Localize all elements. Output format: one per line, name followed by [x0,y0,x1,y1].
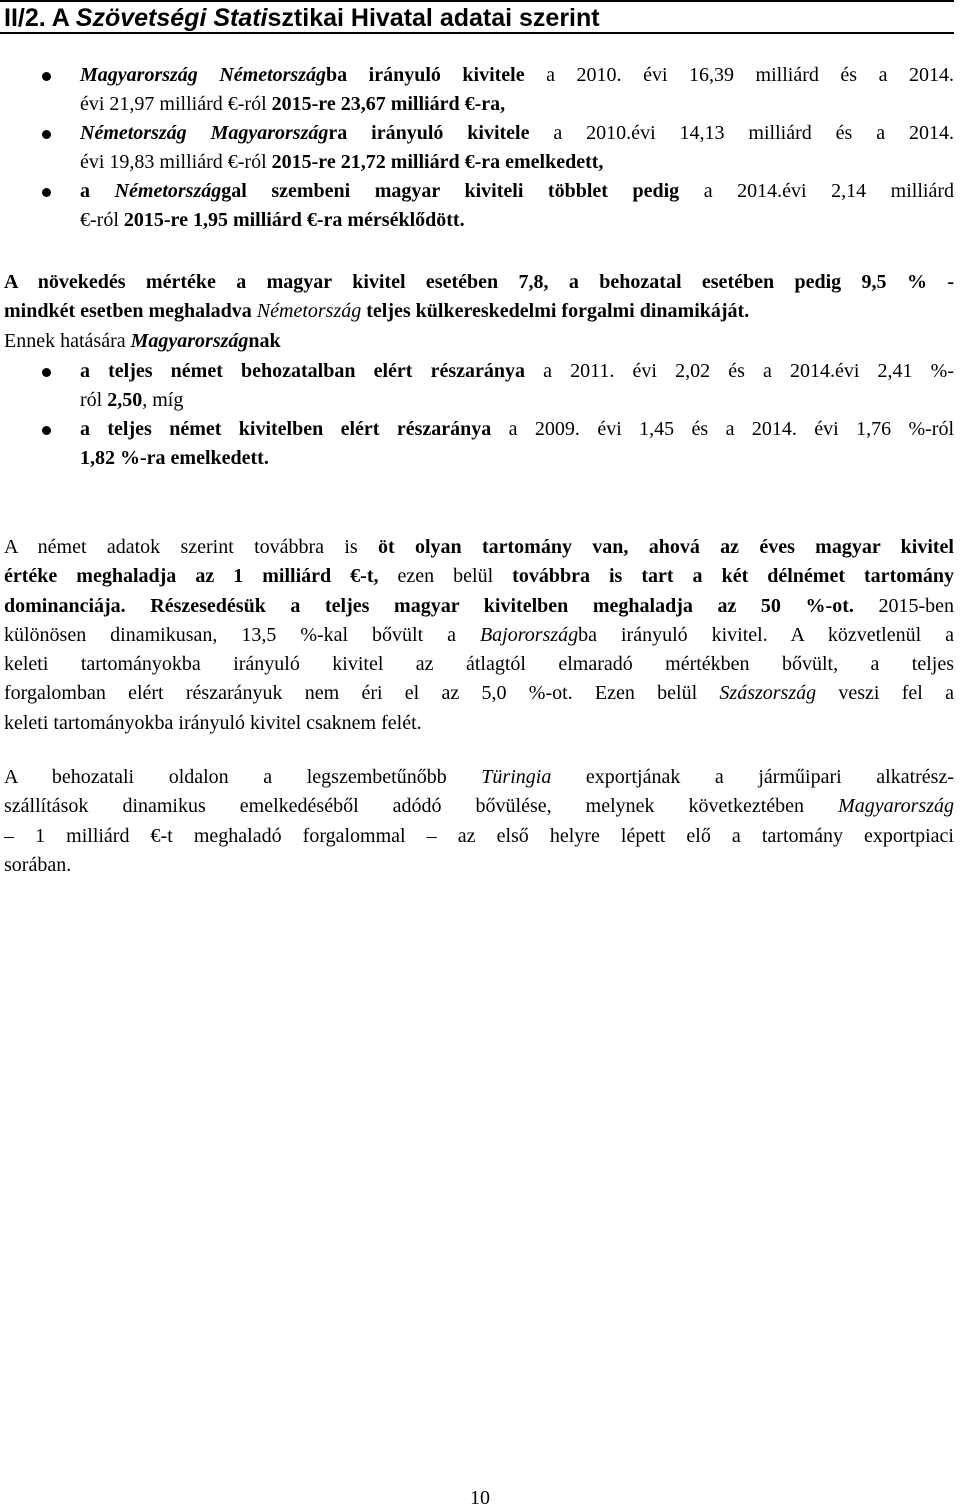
text-run: a 2010.évi 14,13 milliárd és a 2014. [529,122,955,144]
bullet-icon [42,188,51,197]
page-number: 10 [470,1487,490,1509]
text-run: , míg [142,389,184,411]
text-run: A német adatok szerint továbbra is [4,536,379,558]
text-run: a 2009. évi 1,45 és a 2014. évi 1,76 %-ról [491,418,954,440]
bullet-line [80,415,954,444]
text-run: ba irányuló kivitele [325,64,525,86]
text-run: 2015-ben [853,594,954,617]
bullet-line [80,61,954,90]
effect-line: Ennek hatására Magyarországnak [4,330,281,352]
regions-paragraph [4,533,954,738]
paragraph-line [4,822,954,851]
imports-paragraph [4,763,954,880]
effect-paragraph [4,327,954,356]
heading-italic: Szövetségi Stati [75,4,268,32]
bullet-icon [42,426,51,435]
bullet-line [0,206,954,235]
text-run: Németország Magyarország [80,122,329,144]
text-run: évi 21,97 milliárd €-ról [80,93,272,115]
text-run: Magyarország [838,795,954,818]
text-run: szállítások dinamikus emelkedéséből adódó bővülése, melynek következtében [4,795,839,818]
text-run: 2,50 [107,389,143,411]
bullet-item [0,119,958,177]
bullet-line [0,386,954,415]
heading-suffix: sztikai Hivatal adatai szerint [267,4,600,32]
text-run: a 2010. évi 16,39 milliárd és a 2014. [524,64,954,86]
text-run: a 2011. évi 2,02 és a 2014.évi 2,41 %- [524,360,954,382]
bullet-line [0,444,954,473]
text-run: Németország [114,180,222,202]
text-run: veszi fel a [816,682,954,705]
paragraph-line [4,621,954,650]
bullet-icon [42,72,51,81]
text-run: 2015-re 21,72 milliárd €-ra emelkedett, [271,151,604,173]
text-run: a [80,180,115,202]
paragraph-line [4,533,954,562]
text-run: keleti tartományokba irányuló kivitel az átlagtól elmaradó mértékben bővült, a teljes [4,653,954,676]
text-run: 1,82 %-ra emelkedett. [80,447,269,469]
bullet-item [0,415,958,473]
text-run: €-ról [80,209,124,231]
bullet-line [0,148,954,177]
text-run: öt olyan tartomány van, ahová az éves magyar kivitel [378,536,954,558]
paragraph-line [4,851,954,880]
text-run: továbbra is tart a két délnémet tartomány [512,565,955,588]
export-bullet-list [0,61,958,235]
paragraph-line [4,562,954,591]
text-run: a 2014.évi 2,14 milliárd [679,180,955,202]
growth-line-2: mindkét esetben meghaladva Németország teljes külkereskedelmi forgalmi dinamikáját. [4,300,750,323]
text-run: ba irányuló kivitel. A közvetlenül a [578,623,955,646]
bullet-item [0,357,958,415]
bullet-line [80,119,954,148]
paragraph-line [4,679,954,708]
paragraph-line [4,709,954,738]
paragraph-line [4,592,954,621]
text-run: 2015-re 23,67 milliárd €-ra, [271,93,506,115]
bullet-line [80,177,954,206]
heading-prefix: II/2. A [4,4,76,32]
bullet-icon [42,368,51,377]
text-run: ezen belül [378,565,513,588]
section-heading [0,0,954,34]
text-run: A behozatali oldalon a legszembetűnőbb [4,766,482,788]
text-run: ra irányuló kivitele [328,122,530,144]
text-run: 2015-re 1,95 milliárd €-ra mérséklődött. [123,209,465,231]
text-run: ról [80,389,108,411]
text-run: évi 19,83 milliárd €-ról [80,151,272,173]
bullet-item [0,61,958,119]
bullet-line [0,90,954,119]
paragraph-line [4,792,954,821]
growth-line-1: A növekedés mértéke a magyar kivitel esetében 7,8, a behozatal esetében pedig 9,5 % - [4,271,954,293]
text-run: gal szembeni magyar kiviteli többlet pedig [221,180,680,202]
bullet-item [0,177,958,235]
share-bullet-list [0,357,958,473]
bullet-line [80,357,954,386]
text-run: forgalomban elért részarányuk nem éri el az 5,0 %-ot. Ezen belül [4,682,720,705]
text-run: Türingia [481,766,552,788]
text-run: Magyarország Németország [80,64,326,86]
text-run: különösen dinamikusan, 13,5 %-kal bővült a [4,623,480,646]
text-run: – 1 milliárd €-t meghaladó forgalommal – az első helyre lépett elő a tartomány exportpiaci [4,824,954,847]
paragraph-line [4,763,954,792]
text-run: Bajorország [479,623,579,646]
text-run: exportjának a járműipari alkatrész- [551,766,954,788]
growth-paragraph [4,268,954,327]
text-run: Szászország [719,682,817,705]
text-run: a teljes német kivitelben elért részaránya [80,418,492,440]
text-run: értéke meghaladja az 1 milliárd €-t, [4,565,379,588]
text-run: sorában. [4,853,72,876]
text-run: a teljes német behozatalban elért részaránya [80,360,525,382]
paragraph-line [4,650,954,679]
text-run: keleti tartományokba irányuló kivitel csaknem felét. [4,711,422,734]
bullet-icon [42,130,51,139]
text-run: dominanciája. Részesedésük a teljes magyar kivitelben meghaladja az 50 %-ot. [4,594,854,617]
